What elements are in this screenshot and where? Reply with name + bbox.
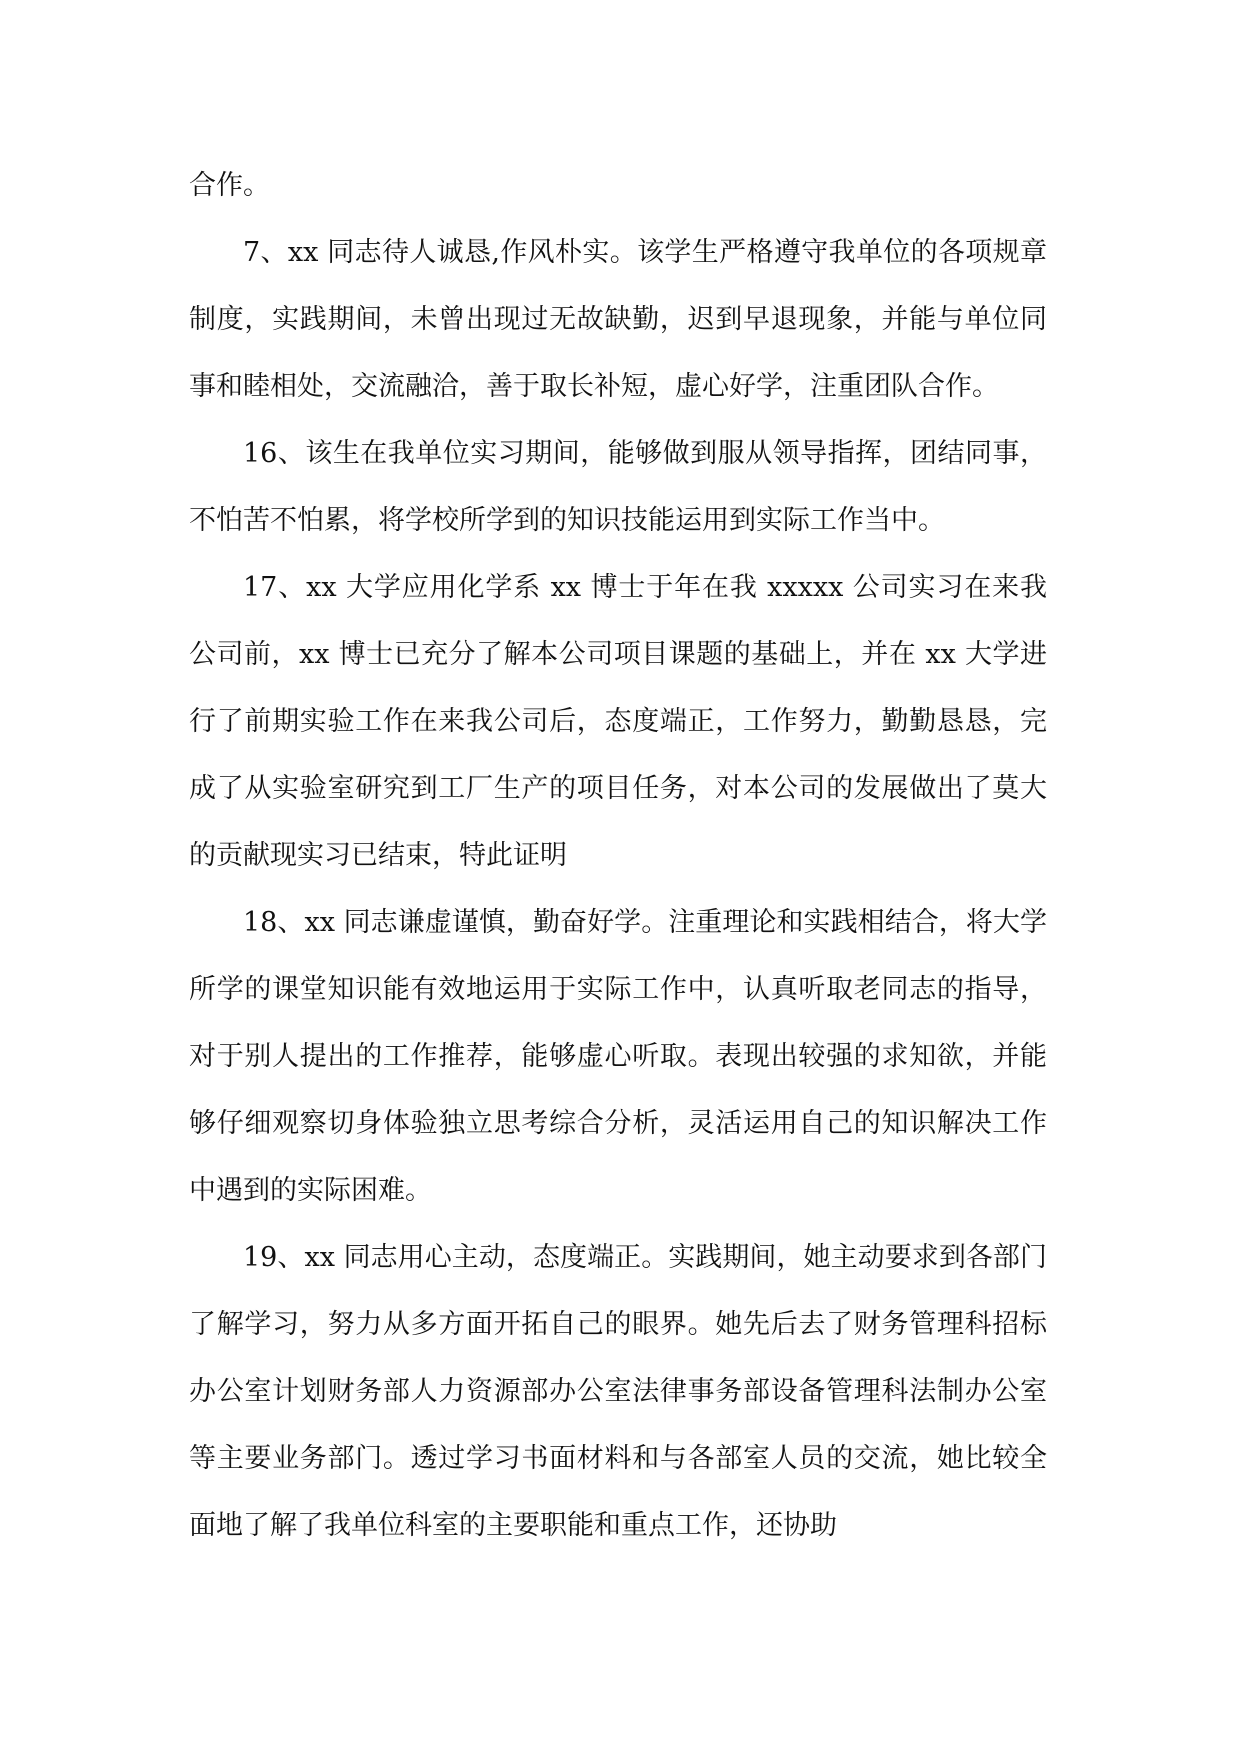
paragraph-item-18: 18、xx 同志谦虚谨慎，勤奋好学。注重理论和实践相结合，将大学所学的课堂知识能有效地运用于实际工作中，认真听取老同志的指导，对于别人提出的工作推荐，能够虚心听取。表现出较强的求知欲，并能够仔细观察切身体验独立思考综合分析，灵活运用自己的知识解决工作中遇到的实际困难。 <box>189 907 1047 1206</box>
paragraph-continuation: 合作。 <box>189 170 270 201</box>
paragraph-item-19: 19、xx 同志用心主动，态度端正。实践期间，她主动要求到各部门了解学习，努力从多方面开拓自己的眼界。她先后去了财务管理科招标办公室计划财务部人力资源部办公室法律事务部设备管理科法制办公室等主要业务部门。透过学习书面材料和与各部室人员的交流，她比较全面地了解了我单位科室的主要职能和重点工作，还协助 <box>189 1242 1047 1541</box>
paragraph-item-17: 17、xx 大学应用化学系 xx 博士于年在我 xxxxx 公司实习在来我公司前，xx 博士已充分了解本公司项目课题的基础上，并在 xx 大学进行了前期实验工作在来我公司后，态度端正，工作努力，勤勤恳恳，完成了从实验室研究到工厂生产的项目任务，对本公司的发展做出了莫大的贡献现实习已结束，特此证明 <box>189 572 1047 871</box>
paragraph-item-16: 16、该生在我单位实习期间，能够做到服从领导指挥，团结同事，不怕苦不怕累，将学校所学到的知识技能运用到实际工作当中。 <box>189 438 1047 536</box>
document-body <box>189 152 1047 1559</box>
paragraph-item-7: 7、xx 同志待人诚恳,作风朴实。该学生严格遵守我单位的各项规章制度，实践期间，未曾出现过无故缺勤，迟到早退现象，并能与单位同事和睦相处，交流融洽，善于取长补短，虚心好学，注重团队合作。 <box>189 237 1047 402</box>
